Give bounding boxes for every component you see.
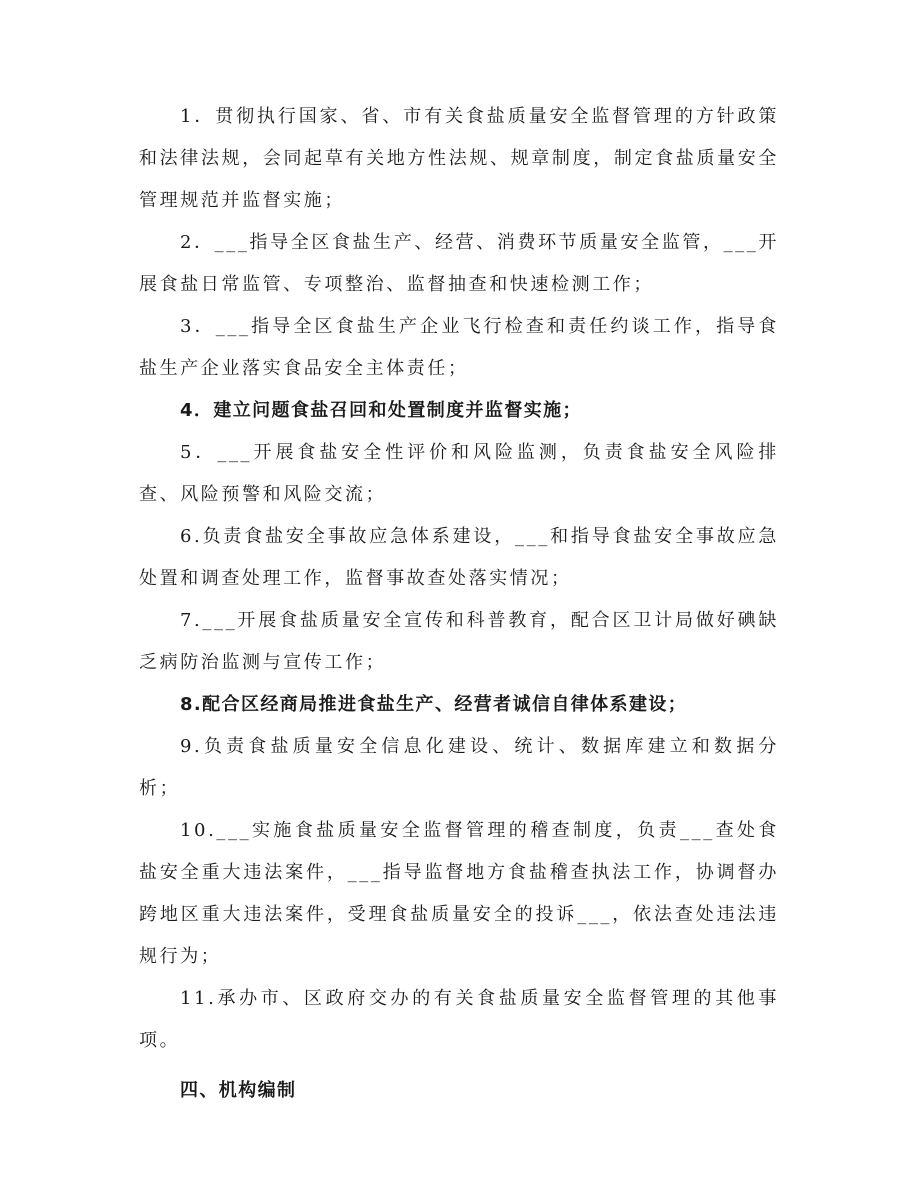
document-page — [139, 96, 779, 1112]
paragraph-item-1: 1．贯彻执行国家、省、市有关食盐质量安全监督管理的方针政策和法律法规，会同起草有关地方性法规、规章制度，制定食盐质量安全管理规范并监督实施； — [139, 106, 779, 211]
paragraph-item-10: 10.___实施食盐质量安全监督管理的稽查制度，负责___查处食盐安全重大违法案件，___指导监督地方食盐稽查执法工作，协调督办跨地区重大违法案件，受理食盐质量安全的投诉___，依法查处违法违规行为； — [139, 820, 779, 967]
paragraph-item-9: 9.负责食盐质量安全信息化建设、统计、数据库建立和数据分析； — [139, 736, 779, 799]
paragraph-item-8: 8.配合区经商局推进食盐生产、经营者诚信自律体系建设； — [180, 694, 688, 715]
paragraph-item-4: 4．建立问题食盐召回和处置制度并监督实施； — [180, 400, 582, 421]
paragraph-item-2: 2．___指导全区食盐生产、经营、消费环节质量安全监管，___开展食盐日常监管、专项整治、监督抽查和快速检测工作； — [139, 232, 779, 295]
paragraph-item-6: 6.负责食盐安全事故应急体系建设，___和指导食盐安全事故应急处置和调查处理工作，监督事故查处落实情况； — [139, 526, 779, 589]
paragraph-item-3: 3．___指导全区食盐生产企业飞行检查和责任约谈工作，指导食盐生产企业落实食品安全主体责任； — [139, 316, 779, 379]
paragraph-item-11: 11.承办市、区政府交办的有关食盐质量安全监督管理的其他事项。 — [139, 988, 779, 1051]
section-heading: 四、机构编制 — [180, 1080, 297, 1101]
paragraph-item-7: 7.___开展食盐质量安全宣传和科普教育，配合区卫计局做好碘缺乏病防治监测与宣传工作； — [139, 610, 779, 673]
paragraph-item-5: 5．___开展食盐安全性评价和风险监测，负责食盐安全风险排查、风险预警和风险交流； — [139, 442, 779, 505]
